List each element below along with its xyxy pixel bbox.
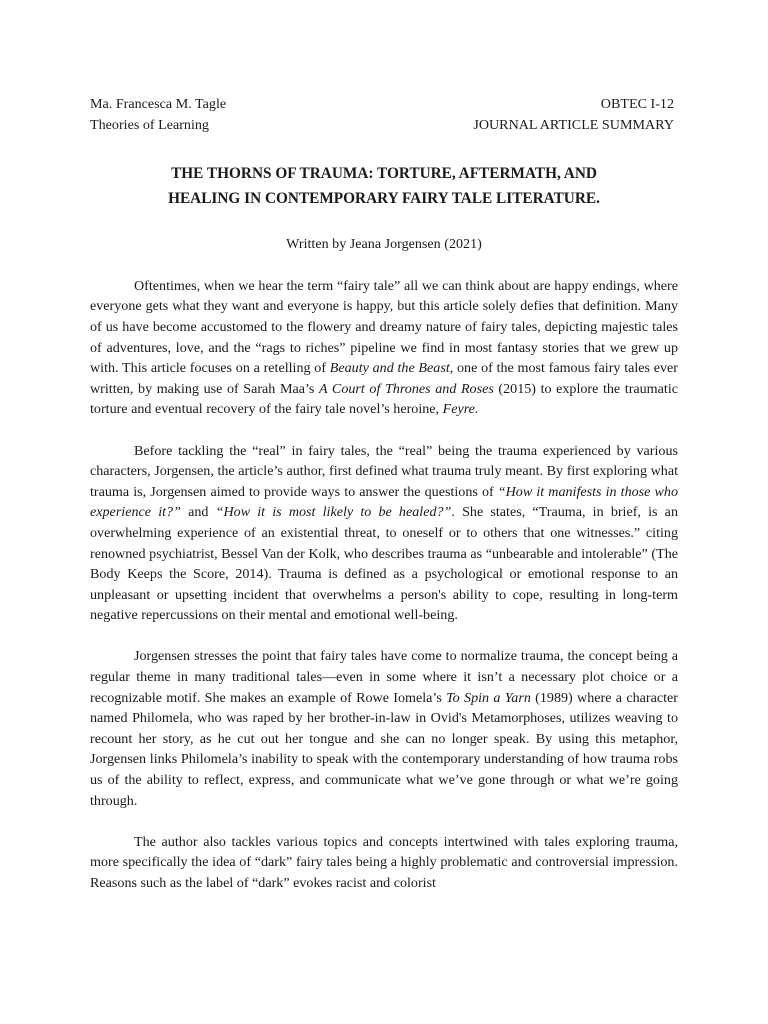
- title-line-2: HEALING IN CONTEMPORARY FAIRY TALE LITERATURE.: [168, 190, 600, 208]
- header-row-1: [90, 94, 678, 115]
- p1-text-c: (2015) to explore the traumatic torture and eventual recovery of the fairy tale novel’s heroine,: [90, 380, 678, 418]
- p1-text-a: Oftentimes, when we hear the term “fairy tale” all we can think about are happy endings, where everyone gets what they want and everyone is happy, but this article solely defies that definition. Many of us have become accustomed to the flowery and dreamy nature of fairy tales, depicting majestic tales of adventures, love, and the “rags to riches” pipeline we find in most fantasy stories that we grew up with. This article focuses on a retelling of: [90, 277, 678, 377]
- paragraph-2: [90, 441, 678, 626]
- course-name: Theories of Learning: [90, 116, 209, 133]
- p3-italic-title: To Spin a Yarn: [446, 689, 531, 706]
- p2-italic-question-2: “How it is most likely to be healed?”: [215, 504, 452, 521]
- p2-text-c: . She states, “Trauma, in brief, is an overwhelming experience of an existential threat, to oneself or to others that one witnesses.” citing renowned psychiatrist, Bessel Van der Kolk, who describes trauma as “unbearable and intolerable” (The Body Keeps the Score, 2014). Trauma is defined as a psychological or emotional response to an unpleasant or upsetting incident that overwhelms a person's ability to cope, resulting in long-term negative repercussions on their mental and emotional well-being.: [90, 504, 678, 624]
- byline: Written by Jeana Jorgensen (2021): [286, 236, 482, 253]
- document-type: JOURNAL ARTICLE SUMMARY: [473, 116, 674, 133]
- article-title: [90, 161, 678, 211]
- title-line-1: THE THORNS OF TRAUMA: TORTURE, AFTERMATH, AND: [171, 165, 597, 183]
- p1-text-b: , one of the most famous fairy tales ever written, by making use of Sarah Maa’s: [90, 360, 679, 397]
- course-code: OBTEC I-12: [600, 96, 674, 112]
- p1-italic-name: Feyre.: [442, 401, 479, 418]
- p1-italic-title-2: A Court of Thrones and Roses: [318, 380, 494, 397]
- document-page: [90, 94, 678, 894]
- p2-text-a: Before tackling the “real” in fairy tales, the “real” being the trauma experienced by various characters, Jorgensen, the article’s author, first defined what trauma truly meant. By first exploring what trauma is, Jorgensen aimed to provide ways to answer the questions of: [90, 442, 678, 500]
- p2-italic-question-1: “How it manifests in those who experience it?”: [90, 483, 678, 521]
- p3-text-a: Jorgensen stresses the point that fairy tales have come to normalize trauma, the concept being a regular theme in many traditional tales—even in some where it isn’t a necessary plot choice or a recognizable motif. She makes an example of Rowe Iomela’s: [90, 648, 678, 706]
- p4-text-a: The author also tackles various topics and concepts intertwined with tales exploring trauma, more specifically the idea of “dark” fairy tales being a highly problematic and controversial impression. Reasons such as the label of “dark” evokes racist and colorist: [90, 833, 678, 891]
- p1-italic-title-1: Beauty and the Beast: [329, 360, 450, 377]
- p3-text-b: (1989) where a character named Philomela, who was raped by her brother-in-law in Ovid's Metamorphoses, utilizes weaving to recount her story, as he cut out her tongue and she can no longer speak. By using this metaphor, Jorgensen links Philomela’s inability to speak with the contemporary understanding of how trauma robs us of the ability to reflect, express, and communicate what we’ve gone through or what we’re going through.: [90, 689, 678, 809]
- p2-text-b: and: [180, 504, 216, 521]
- paragraph-4: [90, 832, 678, 894]
- paragraph-1: [90, 276, 678, 420]
- header-row-2: [90, 115, 678, 136]
- author-name: Ma. Francesca M. Tagle: [90, 96, 227, 112]
- paragraph-3: [90, 646, 678, 811]
